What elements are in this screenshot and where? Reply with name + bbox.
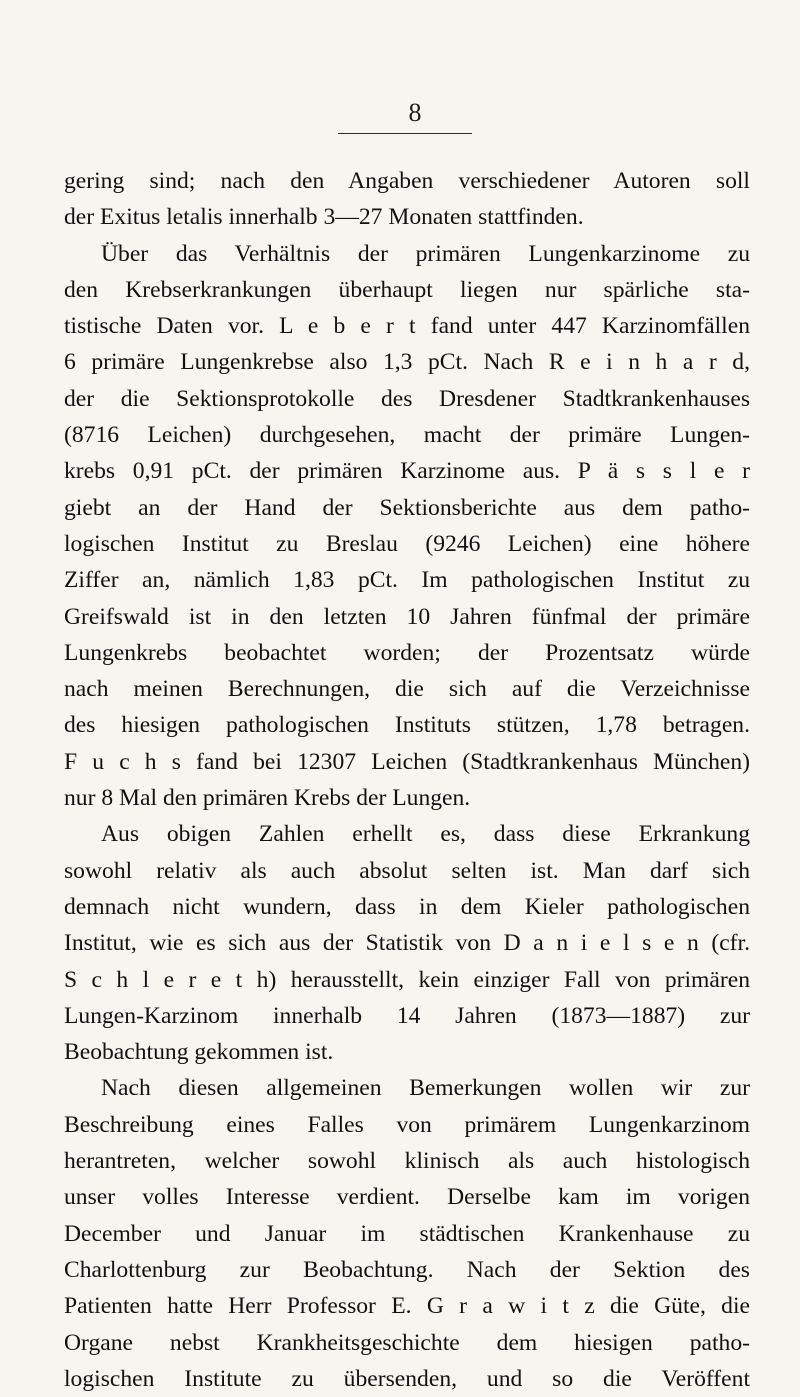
text-line: unser volles Interesse verdient. Derselbe kam im vorigen — [64, 1184, 750, 1211]
text-line: Über das Verhältnis der primären Lungenkarzinome zu — [101, 240, 750, 267]
text-line: Lungenkrebs beobachtet worden; der Prozentsatz würde — [64, 639, 750, 666]
page-number: 8 — [408, 98, 422, 127]
text-line: nur 8 Mal den primären Krebs der Lungen. — [64, 785, 471, 812]
text-line: Nach diesen allgemeinen Bemerkungen wollen wir zur — [101, 1075, 750, 1102]
text-line: (8716 Leichen) durchgesehen, macht der primäre Lungen- — [64, 422, 750, 449]
text-line: sowohl relativ als auch absolut selten ist. Man darf sich — [64, 857, 750, 884]
page-number-rule — [338, 133, 472, 134]
text-line: gering sind; nach den Angaben verschiedener Autoren soll — [64, 168, 750, 194]
text-line: herantreten, welcher sowohl klinisch als auch histologisch — [64, 1148, 750, 1175]
text-line: Beobachtung gekommen ist. — [64, 1039, 334, 1066]
text-line: December und Januar im städtischen Krankenhause zu — [64, 1220, 750, 1247]
text-line: 6 primäre Lungenkrebse also 1,3 pCt. Nach R e i n h a r d, — [64, 349, 750, 376]
text-line: giebt an der Hand der Sektionsberichte aus dem patho- — [64, 494, 750, 521]
body-text — [64, 163, 750, 1397]
text-line: logischen Institut zu Breslau (9246 Leichen) eine höhere — [64, 530, 750, 557]
text-line: tistische Daten vor. L e b e r t fand unter 447 Karzinomfällen — [64, 313, 750, 340]
text-line: der die Sektionsprotokolle des Dresdener Stadtkrankenhauses — [64, 385, 750, 412]
text-line: Organe nebst Krankheitsgeschichte dem hiesigen patho- — [64, 1329, 750, 1356]
text-line: des hiesigen pathologischen Instituts stützen, 1,78 betragen. — [64, 712, 750, 739]
text-line: S c h l e r e t h) herausstellt, kein einziger Fall von primären — [64, 966, 750, 993]
text-line: Aus obigen Zahlen erhellt es, dass diese Erkrankung — [101, 821, 750, 848]
text-line: den Krebserkrankungen überhaupt liegen nur spärliche sta- — [64, 276, 750, 303]
text-line: nach meinen Berechnungen, die sich auf die Verzeichnisse — [64, 676, 750, 703]
text-line: Charlottenburg zur Beobachtung. Nach der Sektion des — [64, 1256, 750, 1283]
text-line: Ziffer an, nämlich 1,83 pCt. Im pathologischen Institut zu — [64, 567, 750, 594]
text-line: demnach nicht wundern, dass in dem Kieler pathologischen — [64, 893, 750, 920]
text-line: der Exitus letalis innerhalb 3—27 Monaten stattfinden. — [64, 204, 584, 231]
text-line: F u c h s fand bei 12307 Leichen (Stadtkrankenhaus München) — [64, 748, 750, 775]
text-line: Lungen-Karzinom innerhalb 14 Jahren (1873—1887) zur — [64, 1002, 750, 1029]
text-line: Institut, wie es sich aus der Statistik von D a n i e l s e n (cfr. — [64, 930, 750, 957]
text-line: Beschreibung eines Falles von primärem Lungenkarzinom — [64, 1111, 750, 1138]
text-line: krebs 0,91 pCt. der primären Karzinome aus. P ä s s l e r — [64, 458, 750, 485]
text-line: logischen Institute zu übersenden, und so die Veröffent — [64, 1365, 750, 1392]
text-line: Patienten hatte Herr Professor E. G r a w i t z die Güte, die — [64, 1293, 750, 1320]
text-line: Greifswald ist in den letzten 10 Jahren fünfmal der primäre — [64, 603, 750, 630]
